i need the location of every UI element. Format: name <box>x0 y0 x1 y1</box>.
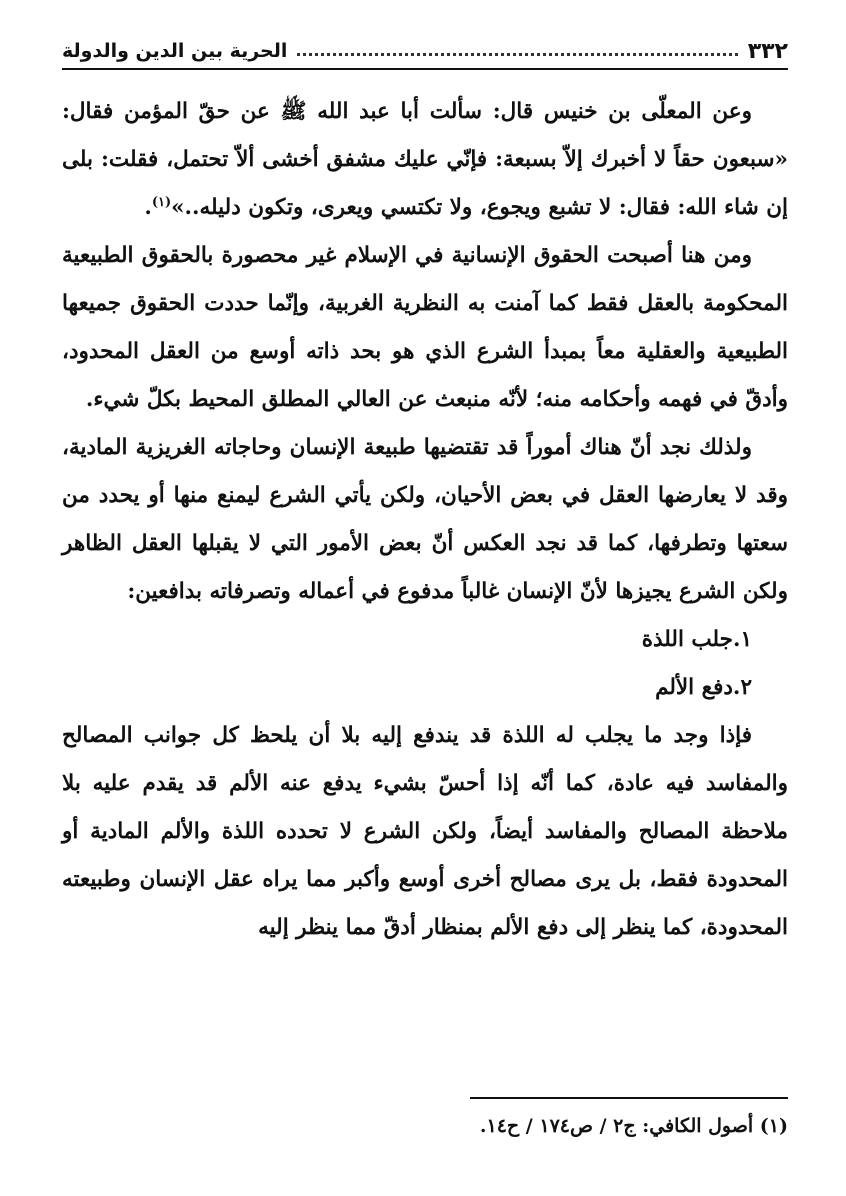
paragraph-hadith <box>62 88 788 232</box>
paragraph-end-punctuation: . <box>144 195 152 220</box>
footnote-text: أصول الكافي: ج٢ / ص١٧٤ / ح١٤. <box>479 1115 754 1137</box>
footnote <box>62 1110 788 1142</box>
footnote-reference: (١) <box>151 194 172 210</box>
list-item-pleasure: ١.جلب اللذة <box>641 627 752 652</box>
footnote-marker: (١) <box>759 1115 788 1137</box>
paragraph-text: وعن المعلّى بن خنيس قال: سألت أبا عبد الله ﷺ عن حقّ المؤمن فقال: «سبعون حقاً لا أخبرك إلاّ بسبعة: فإنّي عليك مشفق أخشى ألاّ تحتمل، فقلت: بلى إن شاء الله: فقال: لا تشبع ويجوع، ولا تكتسي ويعرى، وتكون دليله..» <box>62 99 788 220</box>
running-header <box>62 28 788 70</box>
page-number: ٣٣٢ <box>747 39 788 64</box>
running-title: الحرية بين الدين والدولة <box>62 40 288 62</box>
footnote-separator <box>470 1097 788 1099</box>
list-item-pain: ٢.دفع الألم <box>655 675 752 700</box>
header-dot-leader <box>297 52 737 56</box>
paragraph-conclusion: فإذا وجد ما يجلب له اللذة قد يندفع إليه بلا أن يلحظ كل جوانب المصالح والمفاسد فيه عادة، كما أنّه إذا أحسّ بشيء يدفع عنه الألم قد يقدم عليه بلا ملاحظة المصالح والمفاسد أيضاً، ولكن الشرع لا تحدده اللذة والألم المادية أو المحدودة فقط، بل يرى مصالح أخرى أوسع وأكبر مما يراه عقل الإنسان وطبيعته المحدودة، كما ينظر إلى دفع الألم بمنظار أدقّ مما ينظر إليه <box>62 723 788 940</box>
main-text <box>62 88 788 952</box>
paragraph-rights: ومن هنا أصبحت الحقوق الإنسانية في الإسلام غير محصورة بالحقوق الطبيعية المحكومة بالعقل فقط كما آمنت به النظرية الغربية، وإنّما حددت الحقوق جميعها الطبيعية والعقلية معاً بمبدأ الشرع الذي هو بحد ذاته أوسع من العقل المحدود، وأدقّ في فهمه وأحكامه منه؛ لأنّه منبعث عن العالي المطلق المحيط بكلّ شيء. <box>62 243 788 412</box>
paragraph-motives: ولذلك نجد أنّ هناك أموراً قد تقتضيها طبيعة الإنسان وحاجاته الغريزية المادية، وقد لا يعارضها العقل في بعض الأحيان، ولكن يأتي الشرع ليمنع منها أو يحدد من سعتها وتطرفها، كما قد نجد العكس أنّ بعض الأمور التي لا يقبلها العقل الظاهر ولكن الشرع يجيزها لأنّ الإنسان غالباً مدفوع في أعماله وتصرفاته بدافعين: <box>62 435 788 604</box>
